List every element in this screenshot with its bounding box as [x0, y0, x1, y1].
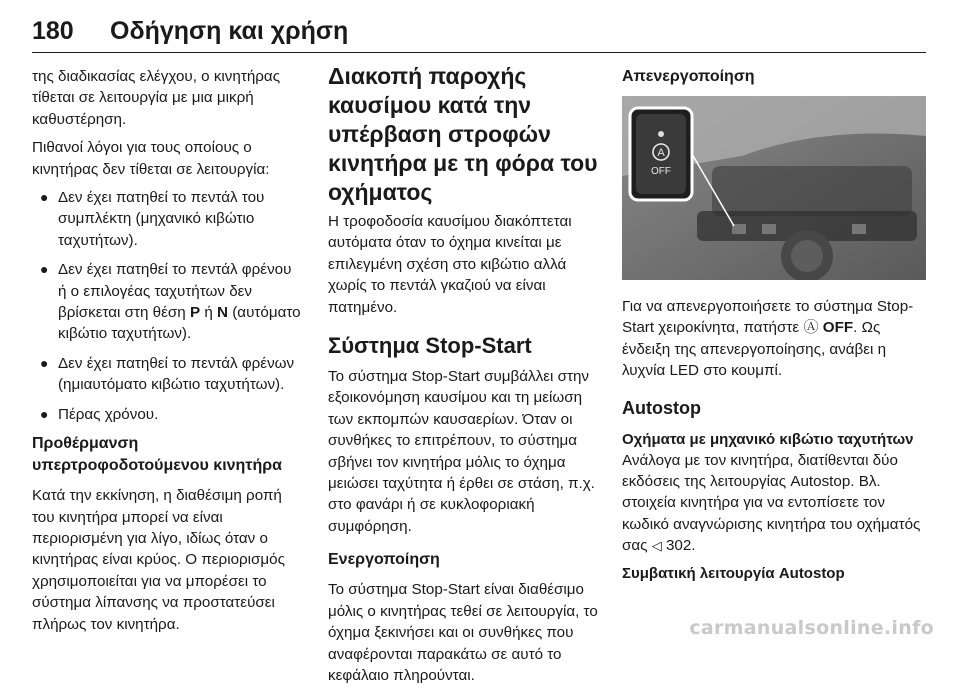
stop-start-button-figure	[622, 96, 926, 280]
section-heading: Απενεργοποίηση	[622, 68, 755, 85]
page-number: 180	[32, 17, 74, 45]
subsection-heading: Ενεργοποίηση	[328, 551, 440, 569]
page-ref-icon: ◁	[651, 538, 662, 554]
list-item: ● Δεν έχει πατηθεί το πεντάλ φρένου ή ο επιλογέας ταχυτήτων δεν βρίσκεται στη θέση P ή N (αυτόματο κιβώτιο ταχυτήτων).	[32, 259, 304, 345]
bullet-icon: ●	[40, 261, 49, 278]
section-heading: Autostop	[622, 397, 701, 418]
auto-stop-icon: Ⓐ	[803, 319, 819, 337]
paragraph: Η τροφοδοσία καυσίμου διακόπτεται αυτόματα όταν το όχημα κινείται με επιλεγμένη σχέση στο κιβώτιο αλλά χωρίς το πεντάλ γκαζιού να είναι πατημένο.	[328, 213, 572, 316]
section-heading: Σύστημα Stop-Start	[328, 333, 532, 359]
subsection-heading: Οχήματα με μηχανικό κιβώτιο ταχυτήτων	[622, 430, 914, 448]
column-2	[328, 62, 598, 693]
header-divider	[32, 52, 926, 53]
column-1	[32, 66, 304, 642]
bullet-icon: ●	[40, 354, 49, 371]
paragraph: Για να απενεργοποιήσετε το σύστημα Stop-Start χειροκίνητα, πατήστε Ⓐ OFF. Ως ένδειξη της απενεργοποίησης, ανάβει η λυχνία LED στο κουμπί.	[622, 298, 914, 380]
list-item: ● Δεν έχει πατηθεί το πεντάλ του συμπλέκτη (μηχανικό κιβώτιο ταχυτήτων).	[32, 187, 304, 251]
list-item: ● Πέρας χρόνου.	[32, 404, 304, 425]
page-title: Οδήγηση και χρήση	[110, 17, 349, 45]
off-label: OFF	[651, 166, 671, 177]
paragraph: Ανάλογα με τον κινητήρα, διατίθενται δύο εκδόσεις της λειτουργίας Autostop. Βλ. στοιχεία κινητήρα για να εντοπίσετε τον κωδικό αναγνώρισης κινητήρα του οχήματός σας ◁ 302.	[622, 451, 921, 555]
watermark: carmanualsonline.info	[689, 617, 934, 639]
column-3	[622, 66, 926, 584]
subsection-heading: Συμβατική λειτουργία Autostop	[622, 564, 845, 582]
list-item: ● Δεν έχει πατηθεί το πεντάλ φρένων (ημιαυτόματο κιβώτιο ταχυτήτων).	[32, 353, 304, 396]
paragraph: Το σύστημα Stop-Start είναι διαθέσιμο μόλις ο κινητήρας τεθεί σε λειτουργία, το όχημα ξεκινήσει και οι συνθήκες που αναφέρονται παρακάτω σε αυτό το κεφάλαιο πληρούνται.	[328, 581, 598, 684]
page-header	[32, 6, 926, 46]
svg-text:A: A	[657, 147, 665, 159]
paragraph: της διαδικασίας ελέγχου, ο κινητήρας τίθεται σε λειτουργία με μια μικρή καθυστέρηση.	[32, 68, 281, 128]
paragraph: Πιθανοί λόγοι για τους οποίους ο κινητήρας δεν τίθεται σε λειτουργία:	[32, 139, 270, 178]
paragraph: Το σύστημα Stop-Start συμβάλλει στην εξοικονόμηση καυσίμου και τη μείωση των εκπομπών καυσαερίων. Όταν οι συνθήκες το επιτρέπουν, το σύστημα σβήνει τον κινητήρα μόλις το όχημα μειώσει ταχύτητα ή έρθει σε στάση, π.χ. στο φανάρι ή σε κυκλοφοριακή συμφόρηση.	[328, 368, 595, 535]
bullet-icon: ●	[40, 405, 49, 422]
section-heading: Προθέρμανση υπερτροφοδοτούμενου κινητήρα	[32, 435, 282, 475]
paragraph: Κατά την εκκίνηση, η διαθέσιμη ροπή του κινητήρα μπορεί να είναι περιορισμένη για λίγο, ιδίως όταν ο κινητήρας είναι κρύος. Ο περιορισμός χρησιμοποιείται για να μπορέσει το σύστημα λίπανσης να προστατεύσει πλήρως τον κινητήρα.	[32, 487, 285, 633]
section-heading: Διακοπή παροχής καυσίμου κατά την υπέρβαση στροφών κινητήρα με τη φόρα του οχήματος	[328, 63, 598, 205]
bullet-icon: ●	[40, 189, 49, 206]
